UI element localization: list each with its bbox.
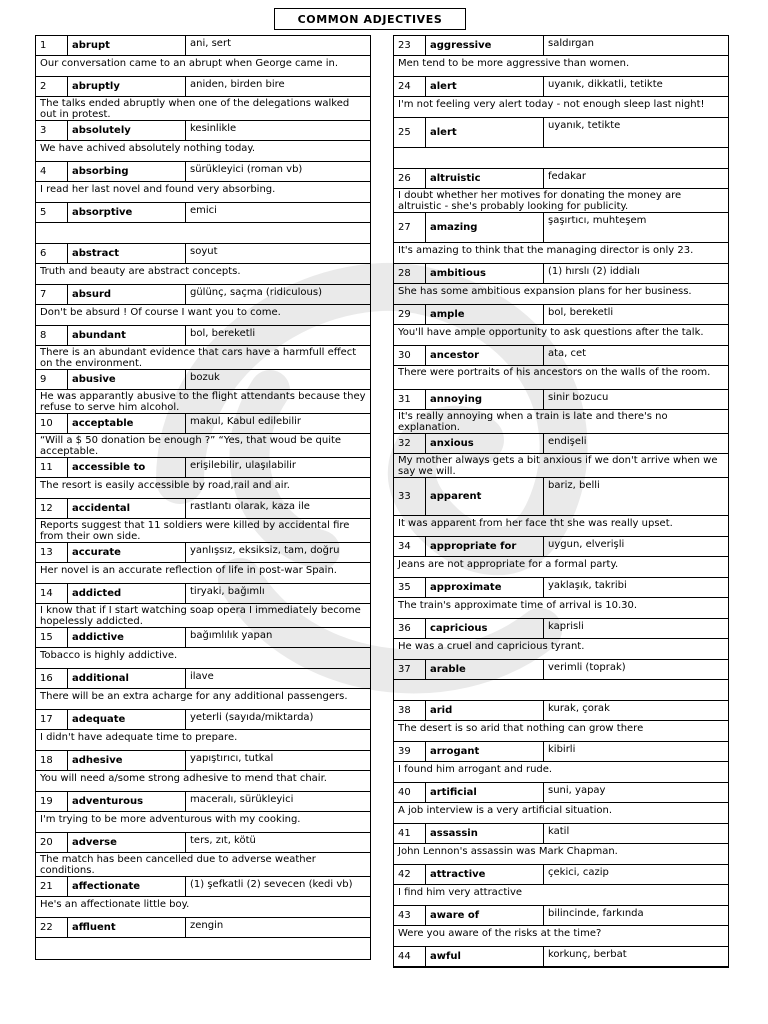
entry-number: 31	[394, 390, 426, 409]
word-row	[36, 710, 370, 730]
turkish-meaning: emici	[190, 205, 217, 216]
example-sentence	[36, 223, 370, 244]
word-row	[394, 213, 728, 243]
adjective-entry	[394, 346, 728, 390]
adjective-entry	[394, 264, 728, 305]
entry-number: 18	[36, 751, 68, 770]
adjective-term: additional	[68, 669, 186, 688]
word-row	[394, 169, 728, 189]
adjective-term: adhesive	[68, 751, 186, 770]
example-sentence: You'll have ample opportunity to ask questions after the talk.	[394, 325, 728, 346]
example-sentence: John Lennon's assassin was Mark Chapman.	[394, 844, 728, 865]
entry-number: 5	[36, 203, 68, 222]
entry-number: 26	[394, 169, 426, 188]
word-row	[36, 584, 370, 604]
entry-number: 29	[394, 305, 426, 324]
word-row	[36, 458, 370, 478]
word-row	[394, 660, 728, 680]
adjective-term: awful	[426, 947, 544, 966]
word-row	[36, 162, 370, 182]
word-row	[36, 326, 370, 346]
example-sentence: He's an affectionate little boy.	[36, 897, 370, 918]
turkish-meaning: yaklaşık, takribi	[548, 580, 627, 591]
adjective-term: addicted	[68, 584, 186, 603]
word-row	[36, 203, 370, 223]
word-row	[394, 77, 728, 97]
turkish-meaning: rastlantı olarak, kaza ile	[190, 501, 310, 512]
entry-number: 13	[36, 543, 68, 562]
adjective-entry	[394, 118, 728, 169]
adjective-entry	[394, 619, 728, 660]
turkish-meaning: bariz, belli	[548, 480, 600, 491]
example-sentence: I find him very attractive	[394, 885, 728, 906]
word-row	[394, 865, 728, 885]
turkish-meaning: uyanık, dikkatli, tetikte	[548, 79, 663, 90]
adjective-entry	[394, 578, 728, 619]
turkish-meaning: kaprisli	[548, 621, 584, 632]
word-row	[394, 390, 728, 410]
entry-number: 25	[394, 118, 426, 147]
adjective-term: ancestor	[426, 346, 544, 365]
word-row	[394, 742, 728, 762]
adjective-term: altruistic	[426, 169, 544, 188]
word-row	[36, 877, 370, 897]
adjective-term: aggressive	[426, 36, 544, 55]
turkish-meaning: bağımlılık yapan	[190, 630, 273, 641]
word-row	[36, 414, 370, 434]
adjective-term: alert	[426, 118, 544, 147]
example-sentence: Jeans are not appropriate for a formal party.	[394, 557, 728, 578]
adjective-term: approximate	[426, 578, 544, 597]
turkish-meaning: soyut	[190, 246, 218, 257]
adjective-entry	[394, 169, 728, 213]
word-row	[394, 906, 728, 926]
adjective-entry	[36, 414, 370, 458]
turkish-meaning: suni, yapay	[548, 785, 606, 796]
turkish-meaning: ata, cet	[548, 348, 587, 359]
entry-number: 14	[36, 584, 68, 603]
word-row	[36, 77, 370, 97]
word-row	[36, 669, 370, 689]
example-sentence: I doubt whether her motives for donating the money are altruistic - she's probably looking for publicity.	[394, 189, 728, 213]
word-row	[394, 783, 728, 803]
entry-number: 32	[394, 434, 426, 453]
entry-number: 38	[394, 701, 426, 720]
adjective-term: absorptive	[68, 203, 186, 222]
example-sentence	[394, 148, 728, 169]
left-column	[35, 35, 371, 960]
adjective-term: abrupt	[68, 36, 186, 55]
adjective-term: arrogant	[426, 742, 544, 761]
adjective-entry	[36, 833, 370, 877]
example-sentence: My mother always gets a bit anxious if we don't arrive when we say we will.	[394, 454, 728, 478]
entry-number: 44	[394, 947, 426, 966]
adjective-entry	[394, 701, 728, 742]
example-sentence: I found him arrogant and rude.	[394, 762, 728, 783]
example-sentence: It was apparent from her face tht she was really upset.	[394, 516, 728, 537]
adjective-entry	[394, 537, 728, 578]
adjective-entry	[36, 543, 370, 584]
turkish-meaning: bilincinde, farkında	[548, 908, 644, 919]
entry-number: 16	[36, 669, 68, 688]
turkish-meaning: kesinlikle	[190, 123, 237, 134]
entry-number: 3	[36, 121, 68, 140]
adjective-entry	[36, 751, 370, 792]
word-row	[394, 118, 728, 148]
example-sentence: Our conversation came to an abrupt when George came in.	[36, 56, 370, 77]
example-sentence: I read her last novel and found very absorbing.	[36, 182, 370, 203]
word-row	[394, 619, 728, 639]
adjective-term: annoying	[426, 390, 544, 409]
turkish-meaning: bol, bereketli	[548, 307, 614, 318]
adjective-entry	[394, 213, 728, 264]
entry-number: 33	[394, 478, 426, 515]
entry-number: 28	[394, 264, 426, 283]
adjective-entry	[394, 947, 728, 967]
adjective-term: appropriate for	[426, 537, 544, 556]
example-sentence: There were portraits of his ancestors on the walls of the room.	[394, 366, 728, 390]
turkish-meaning: saldırgan	[548, 38, 594, 49]
adjective-term: absurd	[68, 285, 186, 304]
adjective-entry	[36, 244, 370, 285]
adjective-term: abusive	[68, 370, 186, 389]
turkish-meaning: yeterli (sayıda/miktarda)	[190, 712, 314, 723]
adjective-term: anxious	[426, 434, 544, 453]
adjective-term: adverse	[68, 833, 186, 852]
word-row	[394, 305, 728, 325]
example-sentence: He was a cruel and capricious tyrant.	[394, 639, 728, 660]
word-row	[394, 947, 728, 967]
entry-number: 36	[394, 619, 426, 638]
example-sentence: Men tend to be more aggressive than women.	[394, 56, 728, 77]
entry-number: 37	[394, 660, 426, 679]
adjective-term: aware of	[426, 906, 544, 925]
adjective-term: abruptly	[68, 77, 186, 96]
example-sentence	[394, 680, 728, 701]
example-sentence: It's really annoying when a train is late and there's no explanation.	[394, 410, 728, 434]
entry-number: 2	[36, 77, 68, 96]
adjective-entry	[36, 584, 370, 628]
word-row	[394, 36, 728, 56]
adjective-entry	[394, 305, 728, 346]
entry-number: 30	[394, 346, 426, 365]
word-row	[36, 833, 370, 853]
adjective-term: adventurous	[68, 792, 186, 811]
example-sentence: I'm trying to be more adventurous with my cooking.	[36, 812, 370, 833]
entry-number: 43	[394, 906, 426, 925]
turkish-meaning: korkunç, berbat	[548, 949, 627, 960]
adjective-entry	[36, 285, 370, 326]
right-column	[393, 35, 729, 968]
turkish-meaning: aniden, birden bire	[190, 79, 285, 90]
adjective-term: absolutely	[68, 121, 186, 140]
turkish-meaning: bozuk	[190, 372, 220, 383]
example-sentence: There will be an extra acharge for any additional passengers.	[36, 689, 370, 710]
entry-number: 24	[394, 77, 426, 96]
entry-number: 34	[394, 537, 426, 556]
turkish-meaning: endişeli	[548, 436, 587, 447]
entry-number: 8	[36, 326, 68, 345]
adjective-entry	[394, 434, 728, 478]
adjective-entry	[394, 742, 728, 783]
adjective-entry	[36, 918, 370, 959]
example-sentence: He was apparantly abusive to the flight attendants because they refuse to serve him alcohol.	[36, 390, 370, 414]
turkish-meaning: katil	[548, 826, 570, 837]
entry-number: 7	[36, 285, 68, 304]
adjective-entry	[394, 865, 728, 906]
turkish-meaning: ters, zıt, kötü	[190, 835, 256, 846]
adjective-term: acceptable	[68, 414, 186, 433]
turkish-meaning: sürükleyici (roman vb)	[190, 164, 303, 175]
entry-number: 41	[394, 824, 426, 843]
turkish-meaning: sinir bozucu	[548, 392, 609, 403]
turkish-meaning: (1) hırslı (2) iddialı	[548, 266, 640, 277]
entry-number: 11	[36, 458, 68, 477]
adjective-term: addictive	[68, 628, 186, 647]
word-row	[36, 499, 370, 519]
adjective-entry	[36, 628, 370, 669]
entry-number: 1	[36, 36, 68, 55]
turkish-meaning: ilave	[190, 671, 214, 682]
adjective-entry	[394, 36, 728, 77]
turkish-meaning: verimli (toprak)	[548, 662, 626, 673]
adjective-entry	[36, 121, 370, 162]
turkish-meaning: gülünç, saçma (ridiculous)	[190, 287, 322, 298]
example-sentence: I didn't have adequate time to prepare.	[36, 730, 370, 751]
word-row	[394, 264, 728, 284]
entry-number: 19	[36, 792, 68, 811]
word-row	[36, 36, 370, 56]
example-sentence: The desert is so arid that nothing can grow there	[394, 721, 728, 742]
adjective-entry	[394, 660, 728, 701]
example-sentence: We have achived absolutely nothing today.	[36, 141, 370, 162]
example-sentence: There is an abundant evidence that cars have a harmfull effect on the environment.	[36, 346, 370, 370]
adjective-term: adequate	[68, 710, 186, 729]
turkish-meaning: yapıştırıcı, tutkal	[190, 753, 274, 764]
entry-number: 20	[36, 833, 68, 852]
entry-number: 21	[36, 877, 68, 896]
example-sentence: The train's approximate time of arrival is 10.30.	[394, 598, 728, 619]
entry-number: 12	[36, 499, 68, 518]
word-row	[36, 543, 370, 563]
word-row	[36, 751, 370, 771]
word-row	[394, 537, 728, 557]
word-row	[36, 628, 370, 648]
adjective-term: accessible to	[68, 458, 186, 477]
word-row	[36, 792, 370, 812]
example-sentence: The resort is easily accessible by road,rail and air.	[36, 478, 370, 499]
adjective-term: attractive	[426, 865, 544, 884]
turkish-meaning: kibirli	[548, 744, 576, 755]
example-sentence: Truth and beauty are abstract concepts.	[36, 264, 370, 285]
word-row	[394, 578, 728, 598]
turkish-meaning: uygun, elverişli	[548, 539, 625, 550]
entry-number: 27	[394, 213, 426, 242]
example-sentence: It's amazing to think that the managing director is only 23.	[394, 243, 728, 264]
adjective-entry	[36, 326, 370, 370]
turkish-meaning: yanlışsız, eksiksiz, tam, doğru	[190, 545, 340, 556]
adjective-entry	[394, 478, 728, 537]
turkish-meaning: (1) şefkatli (2) sevecen (kedi vb)	[190, 879, 353, 890]
adjective-term: artificial	[426, 783, 544, 802]
turkish-meaning: şaşırtıcı, muhteşem	[548, 215, 647, 226]
example-sentence: “Will a $ 50 donation be enough ?” “Yes, that woud be quite acceptable.	[36, 434, 370, 458]
example-sentence	[36, 938, 370, 959]
adjective-term: amazing	[426, 213, 544, 242]
example-sentence: A job interview is a very artificial situation.	[394, 803, 728, 824]
example-sentence: I'm not feeling very alert today - not enough sleep last night!	[394, 97, 728, 118]
adjective-term: abundant	[68, 326, 186, 345]
adjective-entry	[394, 783, 728, 824]
adjective-term: abstract	[68, 244, 186, 263]
adjective-entry	[394, 390, 728, 434]
example-sentence: Don't be absurd ! Of course I want you to come.	[36, 305, 370, 326]
adjective-entry	[394, 906, 728, 947]
example-sentence: The talks ended abruptly when one of the delegations walked out in protest.	[36, 97, 370, 121]
word-row	[394, 346, 728, 366]
turkish-meaning: kurak, çorak	[548, 703, 610, 714]
adjective-term: accidental	[68, 499, 186, 518]
adjective-term: apparent	[426, 478, 544, 515]
word-row	[394, 434, 728, 454]
adjective-term: accurate	[68, 543, 186, 562]
turkish-meaning: bol, bereketli	[190, 328, 256, 339]
adjective-term: affectionate	[68, 877, 186, 896]
entry-number: 22	[36, 918, 68, 937]
adjective-term: capricious	[426, 619, 544, 638]
adjective-term: absorbing	[68, 162, 186, 181]
adjective-entry	[394, 77, 728, 118]
entry-number: 39	[394, 742, 426, 761]
adjective-term: alert	[426, 77, 544, 96]
entry-number: 15	[36, 628, 68, 647]
entry-number: 40	[394, 783, 426, 802]
adjective-entry	[36, 710, 370, 751]
example-sentence: Were you aware of the risks at the time?	[394, 926, 728, 947]
adjective-entry	[36, 458, 370, 499]
adjective-term: affluent	[68, 918, 186, 937]
adjective-entry	[36, 877, 370, 918]
adjective-term: ambitious	[426, 264, 544, 283]
word-row	[394, 701, 728, 721]
adjective-entry	[36, 77, 370, 121]
word-row	[36, 244, 370, 264]
adjective-entry	[36, 162, 370, 203]
word-row	[394, 478, 728, 516]
word-row	[36, 285, 370, 305]
example-sentence: Tobacco is highly addictive.	[36, 648, 370, 669]
turkish-meaning: makul, Kabul edilebilir	[190, 416, 301, 427]
adjective-entry	[394, 824, 728, 865]
entry-number: 42	[394, 865, 426, 884]
example-sentence: The match has been cancelled due to adverse weather conditions.	[36, 853, 370, 877]
adjective-term: ample	[426, 305, 544, 324]
turkish-meaning: ani, sert	[190, 38, 231, 49]
word-row	[36, 121, 370, 141]
example-sentence: She has some ambitious expansion plans for her business.	[394, 284, 728, 305]
turkish-meaning: erişilebilir, ulaşılabilir	[190, 460, 297, 471]
turkish-meaning: zengin	[190, 920, 224, 931]
entry-number: 6	[36, 244, 68, 263]
adjective-entry	[36, 499, 370, 543]
example-sentence: You will need a/some strong adhesive to mend that chair.	[36, 771, 370, 792]
adjective-entry	[36, 36, 370, 77]
adjective-term: assassin	[426, 824, 544, 843]
word-row	[36, 370, 370, 390]
turkish-meaning: fedakar	[548, 171, 587, 182]
entry-number: 35	[394, 578, 426, 597]
adjective-entry	[36, 370, 370, 414]
example-sentence: Reports suggest that 11 soldiers were killed by accidental fire from their own side.	[36, 519, 370, 543]
adjective-entry	[36, 792, 370, 833]
word-row	[36, 918, 370, 938]
adjective-entry	[36, 669, 370, 710]
page-title: COMMON ADJECTIVES	[274, 8, 466, 30]
word-row	[394, 824, 728, 844]
turkish-meaning: uyanık, tetikte	[548, 120, 621, 131]
entry-number: 23	[394, 36, 426, 55]
example-sentence: I know that if I start watching soap opera I immediately become hopelessly addicted.	[36, 604, 370, 628]
entry-number: 4	[36, 162, 68, 181]
turkish-meaning: tiryaki, bağımlı	[190, 586, 265, 597]
entry-number: 9	[36, 370, 68, 389]
entry-number: 10	[36, 414, 68, 433]
example-sentence: Her novel is an accurate reflection of life in post-war Spain.	[36, 563, 370, 584]
turkish-meaning: maceralı, sürükleyici	[190, 794, 294, 805]
adjective-term: arable	[426, 660, 544, 679]
adjective-term: arid	[426, 701, 544, 720]
adjective-entry	[36, 203, 370, 244]
turkish-meaning: çekici, cazip	[548, 867, 609, 878]
entry-number: 17	[36, 710, 68, 729]
